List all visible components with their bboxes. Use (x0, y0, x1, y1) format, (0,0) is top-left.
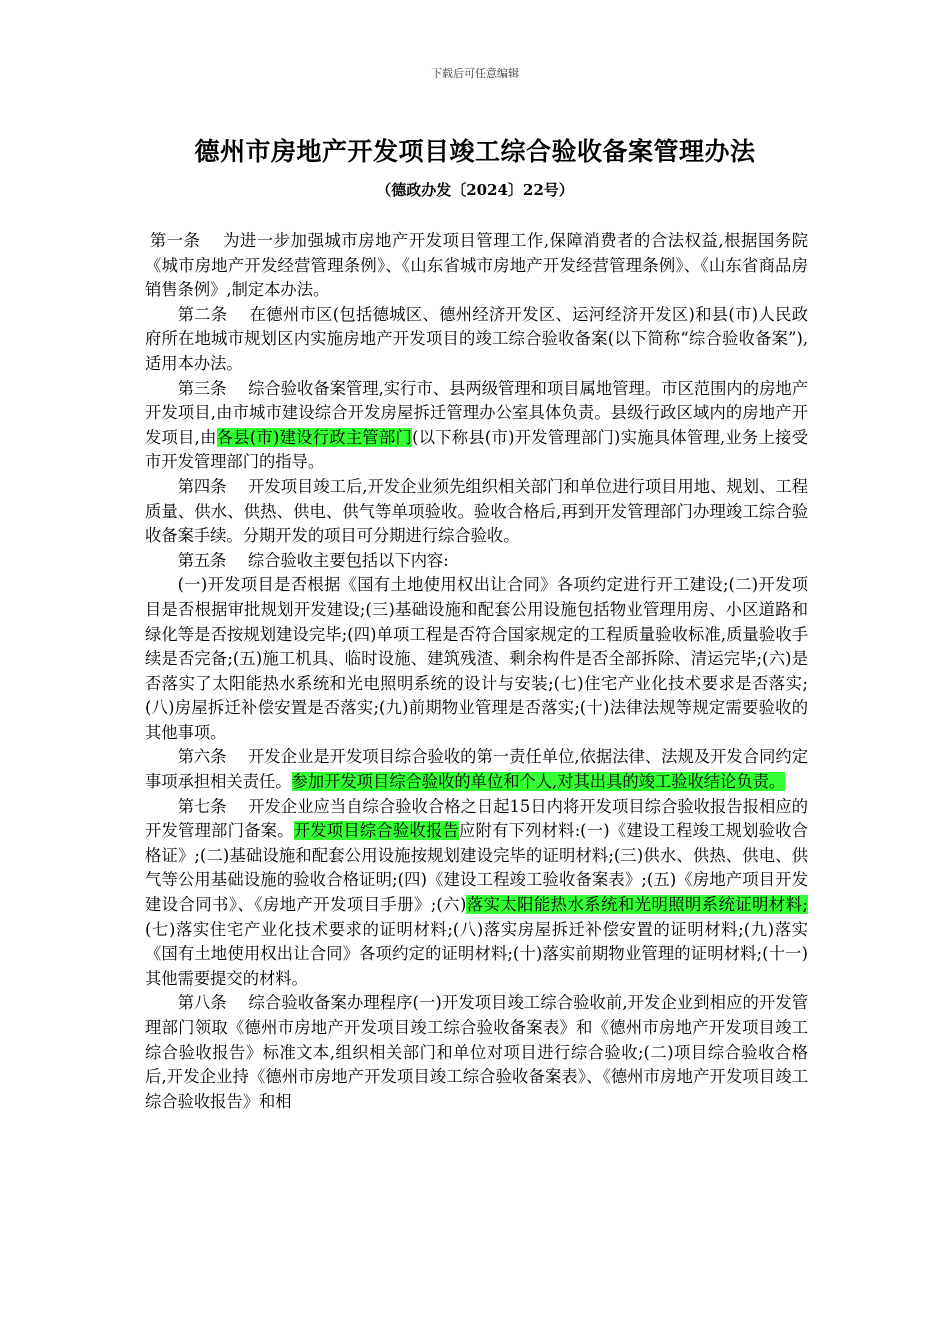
article-label: 第一条 (149, 231, 201, 250)
highlighted-text: 各县(市)建设行政主管部门 (216, 427, 413, 447)
article-label: 第八条 (177, 993, 227, 1013)
article-text: 开发企业是开发项目综合验收的第一责任单位,依据法律、法规及开发合同约定事项承担相关责任。 (145, 747, 808, 792)
document-body (145, 229, 808, 1114)
article-text: (七)落实住宅产业化技术要求的证明材料;(八)落实房屋拆迁补偿安置的证明材料;(九)落实《国有土地使用权出让合同》各项约定的证明材料;(十)落实前期物业管理的证明材料;(十一)其他需要提交的材料。 (145, 919, 808, 988)
article-label: 第三条 (177, 378, 227, 398)
highlighted-text: 落实太阳能热水系统和光明照明系统证明材料; (466, 895, 808, 915)
article-label: 第六条 (177, 747, 227, 767)
highlighted-text: 开发项目综合验收报告 (293, 821, 460, 841)
header-note: 下载后可任意编辑 (431, 67, 519, 80)
document-title: 德州市房地产开发项目竣工综合验收备案管理办法 (194, 137, 756, 166)
article-label: 第七条 (177, 796, 227, 816)
article-paragraph (145, 549, 808, 574)
article-paragraph (145, 745, 808, 794)
article-paragraph (145, 229, 808, 303)
article-text: 开发项目竣工后,开发企业须先组织相关部门和单位进行项目用地、规划、工程质量、供水、供热、供电、供气等单项验收。验收合格后,再到开发管理部门办理竣工综合验收备案手续。分期开发的项目可分期进行综合验收。 (145, 476, 808, 546)
article-text: 综合验收备案办理程序(一)开发项目竣工综合验收前,开发企业到相应的开发管理部门领取《德州市房地产开发项目竣工综合验收备案表》和《德州市房地产开发项目竣工综合验收报告》标准文本,组织相关部门和单位对项目进行综合验收;(二)项目综合验收合格后,开发企业持《德州市房地产开发项目竣工综合验收备案表》、《德州市房地产开发项目竣工综合验收报告》和相 (145, 993, 808, 1111)
article-text: 应附有下列材料:(一)《建设工程竣工规划验收合格证》;(二)基础设施和配套公用设施按规划建设完毕的证明材料;(三)供水、供热、供电、供气等公用基础设施的验收合格证明;(四)《建设工程竣工验收备案表》;(五)《房地产项目开发建设合同书》、《房地产开发项目手册》;(六) (145, 821, 808, 915)
article-paragraph (145, 795, 808, 992)
article-label: 第二条 (177, 304, 228, 324)
article-paragraph (145, 475, 808, 549)
article-text: 为进一步加强城市房地产开发项目管理工作,保障消费者的合法权益,根据国务院《城市房地产开发经营管理条例》、《山东省城市房地产开发经营管理条例》、《山东省商品房销售条例》,制定本办法。 (145, 231, 808, 300)
article-paragraph (145, 991, 808, 1114)
article-text: 开发企业应当自综合验收合格之日起15日内将开发项目综合验收报告报相应的开发管理部门备案。 (145, 796, 808, 841)
article-paragraph (145, 377, 808, 475)
highlighted-text: 参加开发项目综合验收的单位和个人,对其出具的竣工验收结论负责。 (291, 772, 786, 792)
article-text: 综合验收备案管理,实行市、县两级管理和项目属地管理。市区范围内的房地产开发项目,由市城市建设综合开发房屋拆迁管理办公室具体负责。县级行政区域内的房地产开发项目,由 (145, 378, 808, 447)
article-text: 在德州市区(包括德城区、德州经济开发区、运河经济开发区)和县(市)人民政府所在地城市规划区内实施房地产开发项目的竣工综合验收备案(以下简称“综合验收备案”),适用本办法。 (145, 304, 808, 373)
article-label: 第四条 (177, 476, 227, 496)
document-number: （德政办发〔2024〕22号） (376, 181, 574, 199)
article-text: (一)开发项目是否根据《国有土地使用权出让合同》各项约定进行开工建设;(二)开发项目是否根据审批规划开发建设;(三)基础设施和配套公用设施包括物业管理用房、小区道路和绿化等是否按规划建设完毕;(四)单项工程是否符合国家规定的工程质量验收标准,质量验收手续是否完备;(五)施工机具、临时设施、建筑残渣、剩余构件是否全部拆除、清运完毕;(六)是否落实了太阳能热水系统和光电照明系统的设计与安装;(七)住宅产业化技术要求是否落实;(八)房屋拆迁补偿安置是否落实;(九)前期物业管理是否落实;(十)法律法规等规定需要验收的其他事项。 (145, 575, 808, 742)
article-text: 综合验收主要包括以下内容: (247, 550, 449, 570)
article-paragraph (145, 573, 808, 745)
article-label: 第五条 (177, 550, 227, 570)
article-paragraph (145, 303, 808, 377)
article-text: (以下称县(市)开发管理部门)实施具体管理,业务上接受市开发管理部门的指导。 (145, 427, 808, 472)
